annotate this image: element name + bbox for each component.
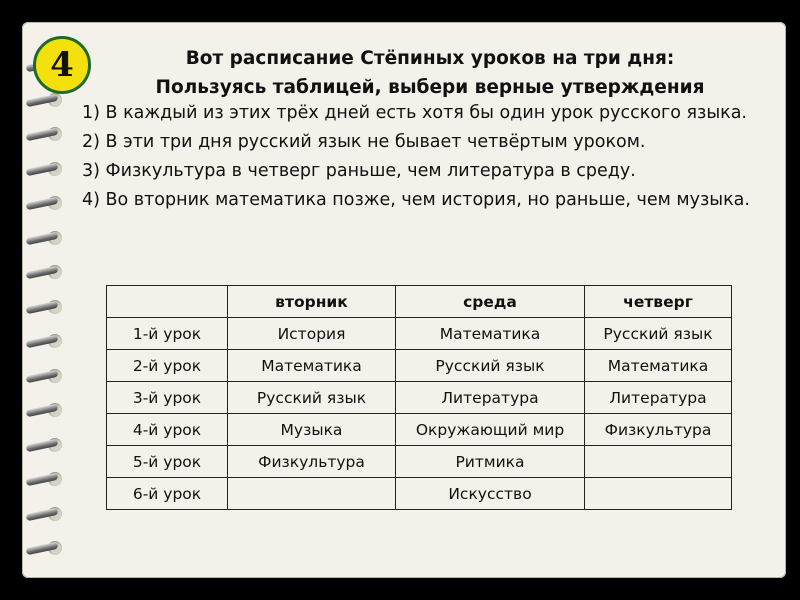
- title-line-2: Пользуясь таблицей, выбери верные утверждения: [155, 77, 705, 98]
- table-cell: Литература: [585, 382, 732, 414]
- task-title: [100, 44, 760, 102]
- table-cell: Русский язык: [228, 382, 396, 414]
- table-header-row: [107, 286, 732, 318]
- spiral-ring: [26, 267, 72, 277]
- lesson-number-cell: 1-й урок: [107, 318, 228, 350]
- spiral-ring: [26, 302, 72, 312]
- spiral-ring: [26, 164, 72, 174]
- table-row: [107, 446, 732, 478]
- spiral-ring: [26, 474, 72, 484]
- header-cell-corner: [107, 286, 228, 318]
- table-cell: [585, 478, 732, 510]
- statement-4: 4) Во вторник математика позже, чем история, но раньше, чем музыка.: [82, 190, 750, 210]
- spiral-ring: [26, 405, 72, 415]
- lesson-number-cell: 2-й урок: [107, 350, 228, 382]
- lesson-number-cell: 4-й урок: [107, 414, 228, 446]
- table-cell: Математика: [585, 350, 732, 382]
- title-line-1: Вот расписание Стёпиных уроков на три дня:: [185, 48, 675, 69]
- table-cell: Русский язык: [396, 350, 585, 382]
- table-row: [107, 318, 732, 350]
- table-row: [107, 350, 732, 382]
- spiral-ring: [26, 129, 72, 139]
- table-cell: Физкультура: [585, 414, 732, 446]
- spiral-ring: [26, 440, 72, 450]
- table-cell: Литература: [396, 382, 585, 414]
- spiral-ring: [26, 95, 72, 105]
- table-cell: Музыка: [228, 414, 396, 446]
- statement-1: 1) В каждый из этих трёх дней есть хотя бы один урок русского языка.: [82, 103, 747, 123]
- spiral-binding: [26, 60, 74, 580]
- table-cell: Искусство: [396, 478, 585, 510]
- table-cell: Окружающий мир: [396, 414, 585, 446]
- header-cell-wednesday: среда: [396, 286, 585, 318]
- table-cell: [585, 446, 732, 478]
- table-cell: Русский язык: [585, 318, 732, 350]
- header-cell-tuesday: вторник: [228, 286, 396, 318]
- spiral-ring: [26, 543, 72, 553]
- statement-list: [82, 102, 772, 218]
- table-cell: [228, 478, 396, 510]
- table-cell: Физкультура: [228, 446, 396, 478]
- spiral-ring: [26, 371, 72, 381]
- table-cell: Ритмика: [396, 446, 585, 478]
- table-row: [107, 382, 732, 414]
- lesson-number-cell: 6-й урок: [107, 478, 228, 510]
- lesson-number-cell: 5-й урок: [107, 446, 228, 478]
- lesson-number-cell: 3-й урок: [107, 382, 228, 414]
- table-cell: История: [228, 318, 396, 350]
- spiral-ring: [26, 336, 72, 346]
- table-row: [107, 414, 732, 446]
- statement-2: 2) В эти три дня русский язык не бывает четвёртым уроком.: [82, 132, 646, 152]
- table-cell: Математика: [396, 318, 585, 350]
- spiral-ring: [26, 233, 72, 243]
- statement-3: 3) Физкультура в четверг раньше, чем литература в среду.: [82, 161, 636, 181]
- schedule-table: [106, 285, 732, 510]
- spiral-ring: [26, 509, 72, 519]
- spiral-ring: [26, 198, 72, 208]
- table-row: [107, 478, 732, 510]
- task-number-badge: 4: [33, 36, 91, 94]
- header-cell-thursday: четверг: [585, 286, 732, 318]
- table-cell: Математика: [228, 350, 396, 382]
